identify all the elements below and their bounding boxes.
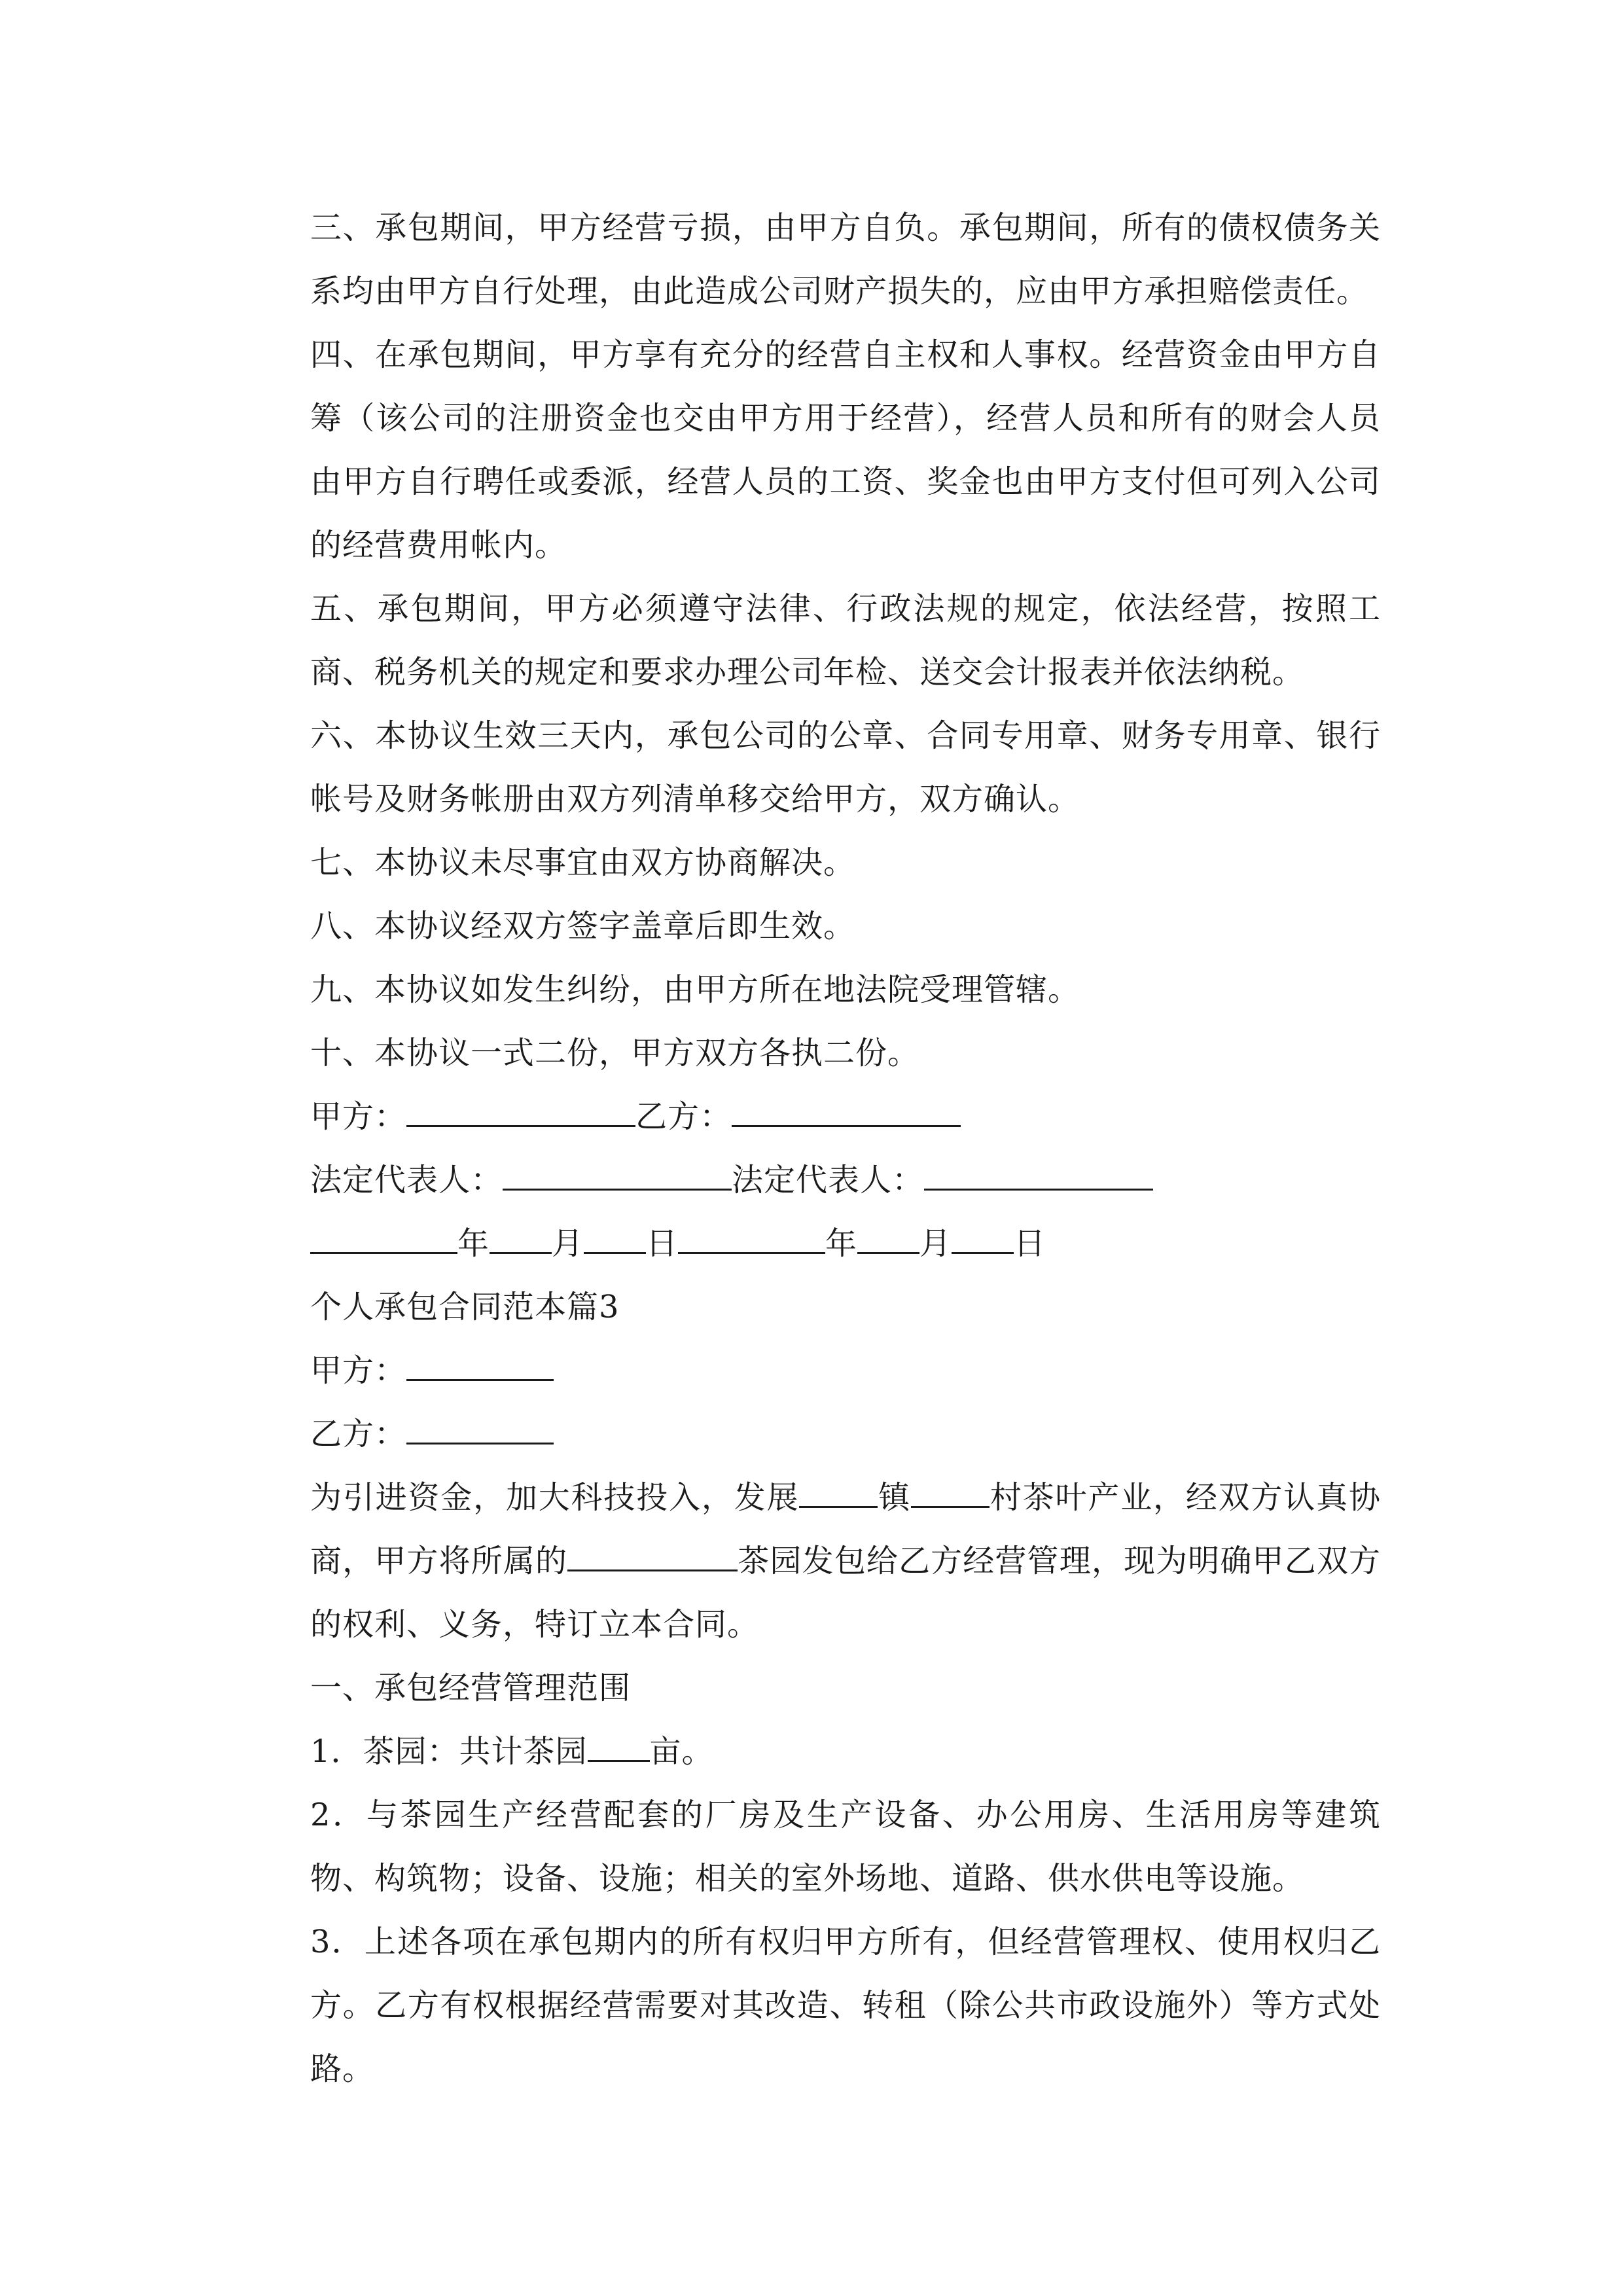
clause-5: 五、承包期间，甲方必须遵守法律、行政法规的规定，依法经营，按照工商、税务机关的规定和要求办理公司年检、送交会计报表并依法纳税。 — [310, 590, 1381, 691]
date-a-year-blank[interactable] — [310, 1226, 457, 1254]
signature-date-line — [246, 1212, 1381, 1276]
item-3: 3．上述各项在承包期内的所有权归甲方所有，但经营管理权、使用权归乙方。乙方有权根据经营需要对其改造、转租（除公共市政设施外）等方式处路。 — [310, 1924, 1381, 2087]
rep-a-blank[interactable] — [503, 1162, 732, 1191]
party-a-line — [246, 1339, 1381, 1403]
item-1-text: 1．茶园：共计茶园 — [310, 1733, 588, 1770]
clause-4: 四、在承包期间，甲方享有充分的经营自主权和人事权。经营资金由甲方自筹（该公司的注册资金也交由甲方用于经营），经营人员和所有的财会人员由甲方自行聘任或委派，经营人员的工资、奖金也由甲方支付但可列入公司的经营费用帐内。 — [310, 336, 1381, 564]
clause-9: 九、本协议如发生纠纷，由甲方所在地法院受理管辖。 — [310, 971, 1080, 1008]
signature-parties-line — [246, 1085, 1381, 1149]
party-b-sign-label: 乙方： — [635, 1098, 732, 1135]
rep-b-label: 法定代表人： — [732, 1162, 925, 1198]
party-a-sign-label: 甲方： — [310, 1098, 407, 1135]
party-b-line — [246, 1403, 1381, 1466]
date-a-day-blank[interactable] — [584, 1226, 646, 1254]
clause-3: 三、承包期间，甲方经营亏损，由甲方自负。承包期间，所有的债权债务关系均由甲方自行处理，由此造成公司财产损失的，应由甲方承担赔偿责任。 — [310, 209, 1381, 310]
date-a-month-blank[interactable] — [490, 1226, 552, 1254]
town-blank[interactable] — [799, 1480, 878, 1508]
intro-text-2: 镇 — [878, 1479, 912, 1516]
party-b-blank[interactable] — [406, 1416, 554, 1444]
date-b-day-blank[interactable] — [952, 1226, 1014, 1254]
item-2: 2．与茶园生产经营配套的厂房及生产设备、办公用房、生活用房等建筑物、构筑物；设备、设施；相关的室外场地、道路、供水供电等设施。 — [310, 1797, 1381, 1897]
date-b-month-blank[interactable] — [857, 1226, 919, 1254]
clause-6: 六、本协议生效三天内，承包公司的公章、合同专用章、财务专用章、银行帐号及财务帐册由双方列清单移交给甲方，双方确认。 — [310, 717, 1381, 817]
date-b-day-label: 日 — [1014, 1225, 1046, 1262]
date-b-month-label: 月 — [919, 1225, 952, 1262]
clause-8: 八、本协议经双方签字盖章后即生效。 — [310, 908, 856, 944]
rep-a-label: 法定代表人： — [310, 1162, 503, 1198]
date-a-year-label: 年 — [457, 1225, 490, 1262]
party-b-label: 乙方： — [310, 1416, 407, 1452]
date-a-day-label: 日 — [646, 1225, 679, 1262]
signature-representatives-line — [246, 1149, 1381, 1212]
party-a-label: 甲方： — [310, 1352, 407, 1389]
item-1-unit: 亩。 — [649, 1733, 714, 1770]
heading-scope: 一、承包经营管理范围 — [310, 1670, 632, 1706]
party-b-sign-blank[interactable] — [732, 1099, 961, 1127]
party-a-blank[interactable] — [406, 1353, 554, 1381]
clause-7: 七、本协议未尽事宜由双方协商解决。 — [310, 844, 856, 881]
section-title: 个人承包合同范本篇3 — [310, 1289, 620, 1325]
document-page — [246, 196, 1381, 2101]
intro-paragraph — [246, 1466, 1381, 1657]
intro-text-1: 为引进资金，加大科技投入，发展 — [310, 1479, 800, 1516]
date-b-year-blank[interactable] — [678, 1226, 825, 1254]
clause-10: 十、本协议一式二份，甲方双方各执二份。 — [310, 1035, 920, 1071]
date-b-year-label: 年 — [825, 1225, 858, 1262]
village-blank[interactable] — [911, 1480, 990, 1508]
item-1 — [246, 1720, 1381, 1784]
intro-text-4: 茶园发包给乙方经营管理，现为明确甲乙双方的权利、义务，特订立本合同。 — [310, 1543, 1381, 1643]
acreage-blank[interactable] — [588, 1734, 650, 1762]
intro-text-3: 村茶叶产业，经双方认真协商，甲方将所属的 — [310, 1479, 1381, 1579]
date-a-month-label: 月 — [552, 1225, 584, 1262]
tea-garden-name-blank[interactable] — [567, 1543, 738, 1571]
rep-b-blank[interactable] — [924, 1162, 1153, 1191]
party-a-sign-blank[interactable] — [406, 1099, 635, 1127]
